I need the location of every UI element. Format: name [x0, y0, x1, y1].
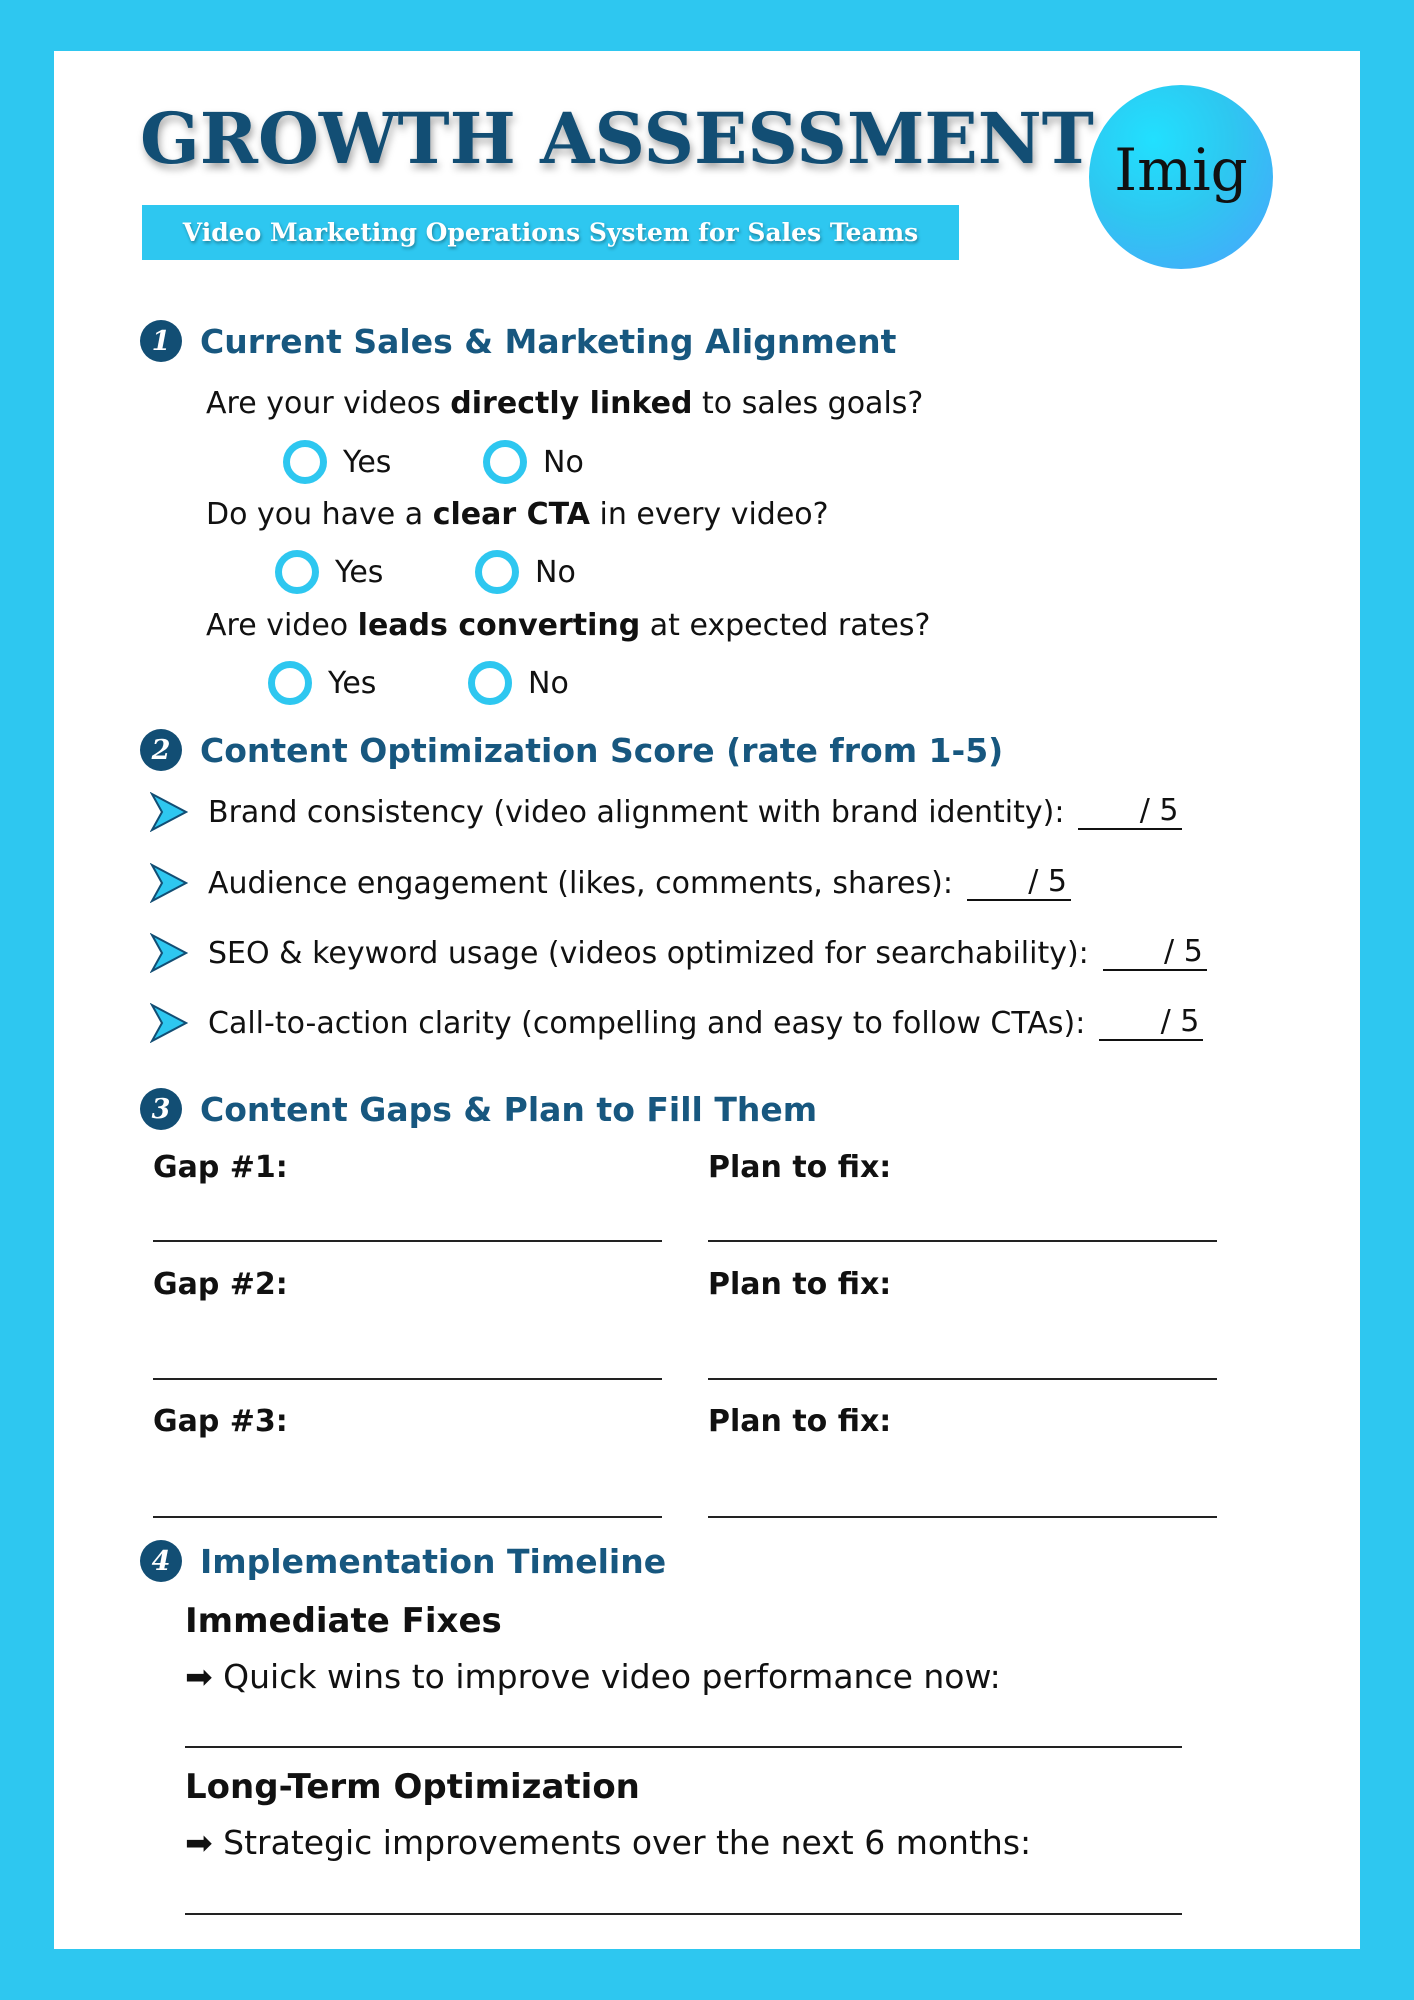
timeline-heading: Long-Term Optimization: [185, 1767, 640, 1807]
section-number-badge: 1: [140, 320, 182, 362]
triangle-arrow-icon: [150, 1003, 188, 1043]
section-4-header: [140, 1537, 666, 1585]
section-title: Content Optimization Score (rate from 1-5): [200, 730, 1004, 770]
plan-label: Plan to fix:: [708, 1150, 892, 1185]
timeline-prompt: ➡ Strategic improvements over the next 6 months:: [185, 1823, 1032, 1862]
question-1-options: [283, 440, 584, 484]
rating-label: SEO & keyword usage (videos optimized for searchability):: [208, 935, 1089, 971]
section-1-header: [140, 317, 896, 365]
option-no[interactable]: No: [468, 661, 569, 705]
triangle-arrow-icon: [150, 863, 188, 903]
rating-label: Call-to-action clarity (compelling and easy to follow CTAs):: [208, 1005, 1086, 1041]
logo-text: Imig: [1114, 136, 1248, 204]
triangle-arrow-icon: [150, 933, 188, 973]
option-no[interactable]: No: [475, 550, 576, 594]
score-field[interactable]: / 5: [1103, 935, 1207, 971]
plan-answer-line[interactable]: [708, 1516, 1217, 1518]
gap-answer-line[interactable]: [153, 1516, 662, 1518]
assessment-page: [54, 51, 1360, 1949]
timeline-heading: Immediate Fixes: [185, 1601, 502, 1641]
plan-label: Plan to fix:: [708, 1267, 892, 1302]
gap-label: Gap #3:: [153, 1404, 288, 1439]
question-3: Are video leads converting at expected rates?: [206, 608, 931, 643]
radio-circle-icon[interactable]: [268, 661, 312, 705]
section-number-badge: 3: [140, 1088, 182, 1130]
rating-item: [150, 863, 1071, 903]
timeline-answer-line[interactable]: [185, 1746, 1182, 1748]
question-1: Are your videos directly linked to sales goals?: [206, 386, 924, 421]
timeline-prompt: ➡ Quick wins to improve video performance now:: [185, 1657, 1001, 1696]
radio-circle-icon[interactable]: [468, 661, 512, 705]
rating-label: Audience engagement (likes, comments, shares):: [208, 865, 953, 901]
section-2-header: [140, 726, 1003, 774]
option-yes[interactable]: Yes: [275, 550, 475, 594]
radio-circle-icon[interactable]: [275, 550, 319, 594]
plan-answer-line[interactable]: [708, 1240, 1217, 1242]
gap-answer-line[interactable]: [153, 1378, 662, 1380]
question-2-options: [275, 550, 576, 594]
question-2: Do you have a clear CTA in every video?: [206, 497, 829, 532]
page-subtitle: Video Marketing Operations System for Sales Teams: [142, 205, 959, 260]
section-3-header: [140, 1085, 817, 1133]
timeline-answer-line[interactable]: [185, 1913, 1182, 1915]
section-number-badge: 4: [140, 1540, 182, 1582]
plan-label: Plan to fix:: [708, 1404, 892, 1439]
rating-item: [150, 933, 1207, 973]
radio-circle-icon[interactable]: [475, 550, 519, 594]
radio-circle-icon[interactable]: [483, 440, 527, 484]
option-no[interactable]: No: [483, 440, 584, 484]
score-field[interactable]: / 5: [967, 865, 1071, 901]
question-3-options: [268, 661, 569, 705]
triangle-arrow-icon: [150, 792, 188, 832]
radio-circle-icon[interactable]: [283, 440, 327, 484]
plan-answer-line[interactable]: [708, 1378, 1217, 1380]
rating-item: [150, 792, 1182, 832]
score-field[interactable]: / 5: [1099, 1005, 1203, 1041]
brand-logo: [1089, 85, 1273, 269]
section-title: Implementation Timeline: [200, 1541, 667, 1581]
section-title: Content Gaps & Plan to Fill Them: [200, 1089, 818, 1129]
gap-answer-line[interactable]: [153, 1240, 662, 1242]
page-title: GROWTH ASSESSMENT: [140, 97, 1094, 180]
rating-label: Brand consistency (video alignment with brand identity):: [208, 794, 1065, 830]
gap-label: Gap #2:: [153, 1267, 288, 1302]
gap-label: Gap #1:: [153, 1150, 288, 1185]
section-title: Current Sales & Marketing Alignment: [200, 321, 897, 361]
option-yes[interactable]: Yes: [283, 440, 483, 484]
rating-item: [150, 1003, 1203, 1043]
option-yes[interactable]: Yes: [268, 661, 468, 705]
section-number-badge: 2: [140, 729, 182, 771]
score-field[interactable]: / 5: [1078, 794, 1182, 830]
